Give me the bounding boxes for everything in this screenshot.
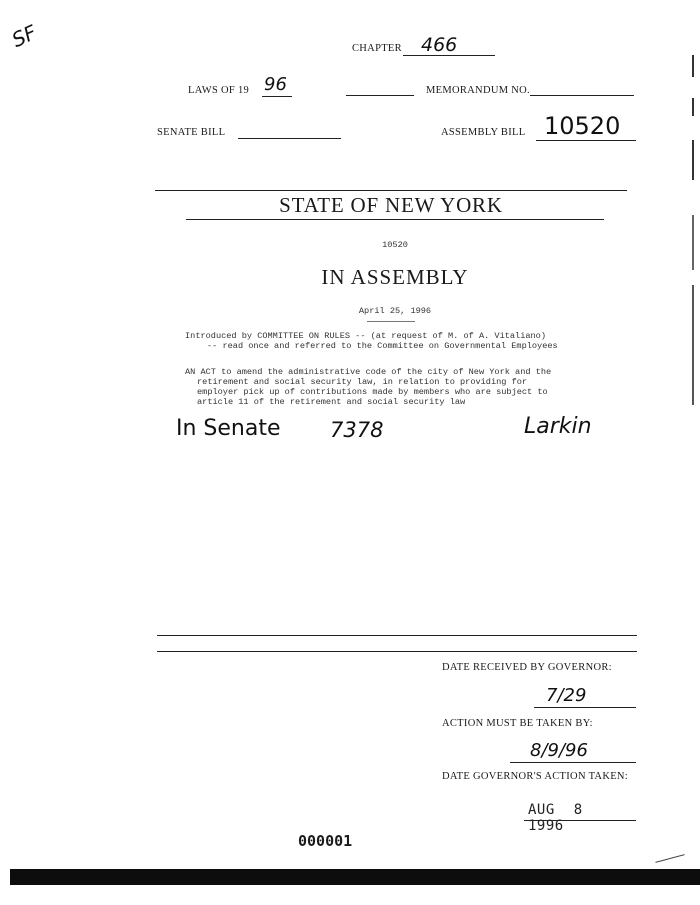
action-taken-label: DATE GOVERNOR'S ACTION TAKEN: [442,771,629,782]
action-taken-line [524,800,636,834]
act-line: article 11 of the retirement and social security law [197,397,466,407]
action-by-line [510,742,636,763]
introduced-text [185,331,625,351]
divider [186,219,604,220]
date-received-label: DATE RECEIVED BY GOVERNOR: [442,662,612,673]
senate-bill-line [238,138,341,139]
action-by-label: ACTION MUST BE TAKEN BY: [442,718,593,729]
divider [157,635,637,636]
bill-number: 10520 [382,240,408,250]
state-title: STATE OF NEW YORK [279,193,503,217]
divider [367,321,415,322]
margin-note: SF [8,20,41,52]
laws-label: LAWS OF 19 [188,85,250,96]
scan-corner-mark [655,854,684,863]
assembly-bill-line [536,112,636,141]
act-line: retirement and social security law, in relation to providing for [197,377,528,387]
chapter-line [403,34,495,56]
blank-line [346,95,414,96]
act-line: AN ACT to amend the administrative code of the city of New York and the [185,367,552,377]
laws-year: 96 [264,74,287,95]
senate-note-label: In Senate [176,416,281,441]
senate-note-sponsor: Larkin [524,414,592,439]
action-taken-stamp: AUG 8 1996 [528,802,583,834]
memo-label: MEMORANDUM NO. [426,85,530,96]
page-number: 000001 [298,832,353,850]
date-received-line [534,685,636,708]
act-text [185,367,625,407]
scan-bottom-band [10,869,700,885]
memo-line [530,95,634,96]
divider [155,190,627,191]
senate-note-number: 7378 [330,418,384,442]
chapter-label: CHAPTER [352,43,402,54]
introduced-line: -- read once and referred to the Committee on Governmental Employees [207,341,558,351]
introduced-line: Introduced by COMMITTEE ON RULES -- (at request of M. of A. Vitaliano) [185,331,546,341]
chapter-value: 466 [421,34,458,56]
bill-date: April 25, 1996 [358,306,432,316]
action-by-value: 8/9/96 [530,740,588,761]
house-title: IN ASSEMBLY [321,265,469,289]
scan-edge-marks [688,0,698,905]
act-line: employer pick up of contributions made by members who are subject to [197,387,548,397]
assembly-bill-label: ASSEMBLY BILL [441,127,526,138]
divider [157,651,637,652]
date-received-value: 7/29 [546,685,587,706]
assembly-bill-value: 10520 [544,112,621,140]
senate-bill-label: SENATE BILL [157,127,226,138]
laws-line [262,74,292,97]
